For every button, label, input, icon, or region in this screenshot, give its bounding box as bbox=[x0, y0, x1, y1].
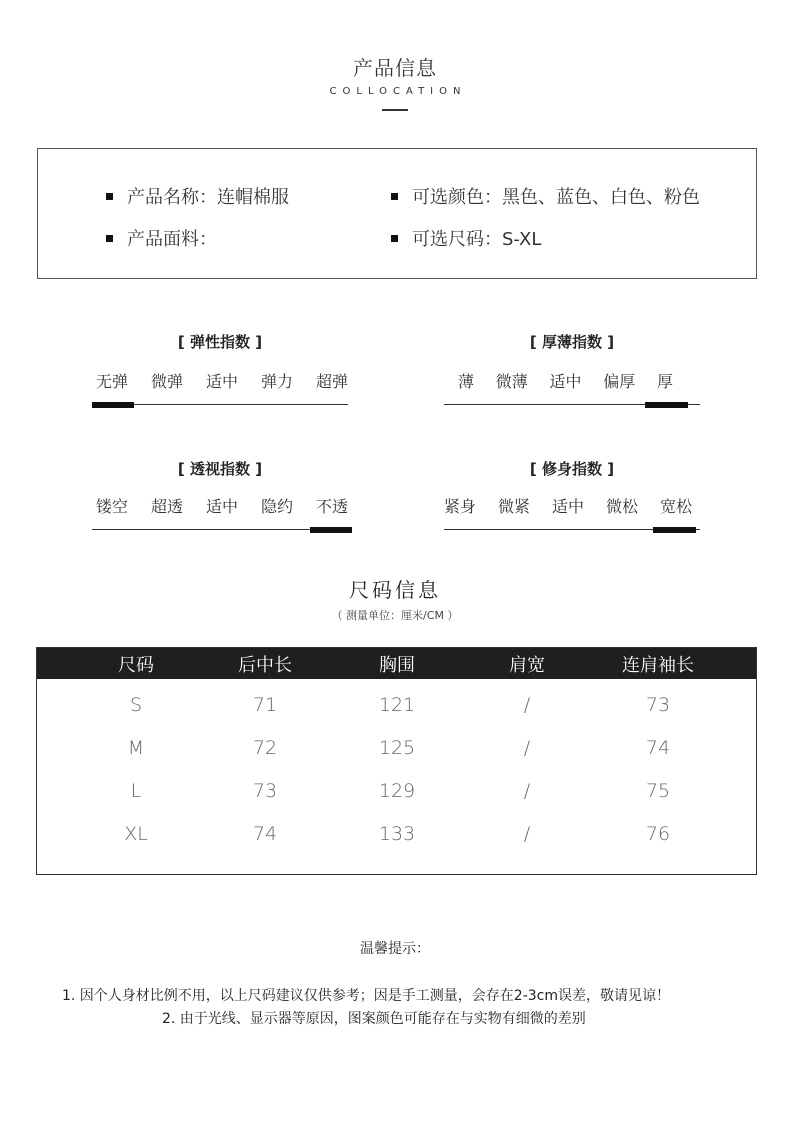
elasticity-option: 适中 bbox=[205, 372, 238, 391]
thickness-option: 适中 bbox=[549, 372, 582, 391]
elasticity-index-options bbox=[96, 369, 348, 392]
product-sizes-text: 可选尺码：S-XL bbox=[412, 229, 542, 250]
fit-index-title: [ 修身指数 ] bbox=[529, 460, 615, 478]
transparency-option: 超透 bbox=[150, 497, 183, 516]
section-subtitle: COLLOCATION bbox=[329, 86, 467, 97]
thickness-option: 微薄 bbox=[495, 372, 528, 391]
transparency-option: 镂空 bbox=[96, 497, 129, 516]
bullet-icon bbox=[391, 193, 398, 200]
tip-line-2: 2. 由于光线、显示器等原因，图案颜色可能存在与实物有细微的差别 bbox=[162, 1011, 586, 1027]
table-cell: 74 bbox=[252, 823, 278, 845]
column-header-sleeve-length: 连肩袖长 bbox=[622, 655, 694, 676]
bullet-icon bbox=[106, 193, 113, 200]
table-cell: / bbox=[523, 780, 531, 802]
elasticity-option: 微弹 bbox=[150, 372, 183, 391]
table-cell: / bbox=[523, 737, 531, 759]
fit-index-options bbox=[444, 494, 692, 517]
product-info-box bbox=[37, 148, 757, 279]
transparency-option: 不透 bbox=[315, 497, 348, 516]
product-colors-item bbox=[391, 183, 700, 209]
table-cell: L bbox=[130, 780, 142, 802]
product-colors-text: 可选颜色：黑色、蓝色、白色、粉色 bbox=[412, 187, 700, 208]
fit-option: 微紧 bbox=[497, 497, 530, 516]
transparency-selected-marker bbox=[310, 527, 352, 533]
fit-option: 紧身 bbox=[444, 497, 477, 516]
product-sizes-item bbox=[391, 225, 541, 251]
product-name-item bbox=[106, 183, 289, 209]
thickness-index-title: [ 厚薄指数 ] bbox=[529, 333, 615, 351]
column-header-back-length: 后中长 bbox=[238, 655, 292, 676]
column-header-chest: 胸围 bbox=[379, 655, 415, 676]
table-cell: 76 bbox=[645, 823, 671, 845]
table-cell: 133 bbox=[378, 823, 416, 845]
elasticity-index-title: [ 弹性指数 ] bbox=[177, 333, 263, 351]
tips-title: 温馨提示： bbox=[360, 941, 430, 957]
column-header-shoulder: 肩宽 bbox=[509, 655, 545, 676]
size-unit-note: （ 测量单位：厘米/CM ） bbox=[331, 609, 459, 622]
size-table-header bbox=[37, 648, 756, 679]
elasticity-option: 超弹 bbox=[315, 372, 348, 391]
table-cell: 75 bbox=[645, 780, 671, 802]
transparency-option: 适中 bbox=[205, 497, 238, 516]
bullet-icon bbox=[106, 235, 113, 242]
elasticity-selected-marker bbox=[92, 402, 134, 408]
size-table bbox=[36, 647, 757, 875]
table-cell: 71 bbox=[252, 694, 278, 716]
title-divider bbox=[382, 109, 408, 111]
thickness-option: 薄 bbox=[458, 372, 475, 391]
product-fabric-text: 产品面料： bbox=[127, 229, 217, 250]
table-cell: M bbox=[127, 737, 145, 759]
table-cell: S bbox=[129, 694, 143, 716]
elasticity-option: 弹力 bbox=[260, 372, 293, 391]
fit-selected-marker bbox=[653, 527, 696, 533]
thickness-selected-marker bbox=[645, 402, 688, 408]
product-fabric-item bbox=[106, 225, 217, 251]
bullet-icon bbox=[391, 235, 398, 242]
thickness-index-options bbox=[458, 369, 673, 392]
table-cell: 73 bbox=[645, 694, 671, 716]
table-cell: 74 bbox=[645, 737, 671, 759]
thickness-option: 厚 bbox=[656, 372, 673, 391]
table-cell: 125 bbox=[378, 737, 416, 759]
table-cell: 72 bbox=[252, 737, 278, 759]
table-cell: XL bbox=[124, 823, 148, 845]
thickness-option: 偏厚 bbox=[603, 372, 636, 391]
fit-option: 宽松 bbox=[659, 497, 692, 516]
table-cell: 121 bbox=[378, 694, 416, 716]
table-cell: 73 bbox=[252, 780, 278, 802]
tip-line-1: 1. 因个人身材比例不用，以上尺码建议仅供参考；因是手工测量，会存在2-3cm误差，敬请见谅！ bbox=[62, 988, 671, 1004]
table-cell: / bbox=[523, 694, 531, 716]
table-cell: 129 bbox=[378, 780, 416, 802]
transparency-index-title: [ 透视指数 ] bbox=[177, 460, 263, 478]
fit-option: 适中 bbox=[551, 497, 584, 516]
column-header-size: 尺码 bbox=[118, 655, 154, 676]
section-title-size-info: 尺码信息 bbox=[349, 578, 441, 602]
fit-option: 微松 bbox=[605, 497, 638, 516]
elasticity-option: 无弹 bbox=[96, 372, 129, 391]
transparency-index-options bbox=[96, 494, 348, 517]
table-cell: / bbox=[523, 823, 531, 845]
product-name-text: 产品名称：连帽棉服 bbox=[127, 187, 289, 208]
section-title-product-info: 产品信息 bbox=[353, 56, 437, 80]
transparency-option: 隐约 bbox=[260, 497, 293, 516]
